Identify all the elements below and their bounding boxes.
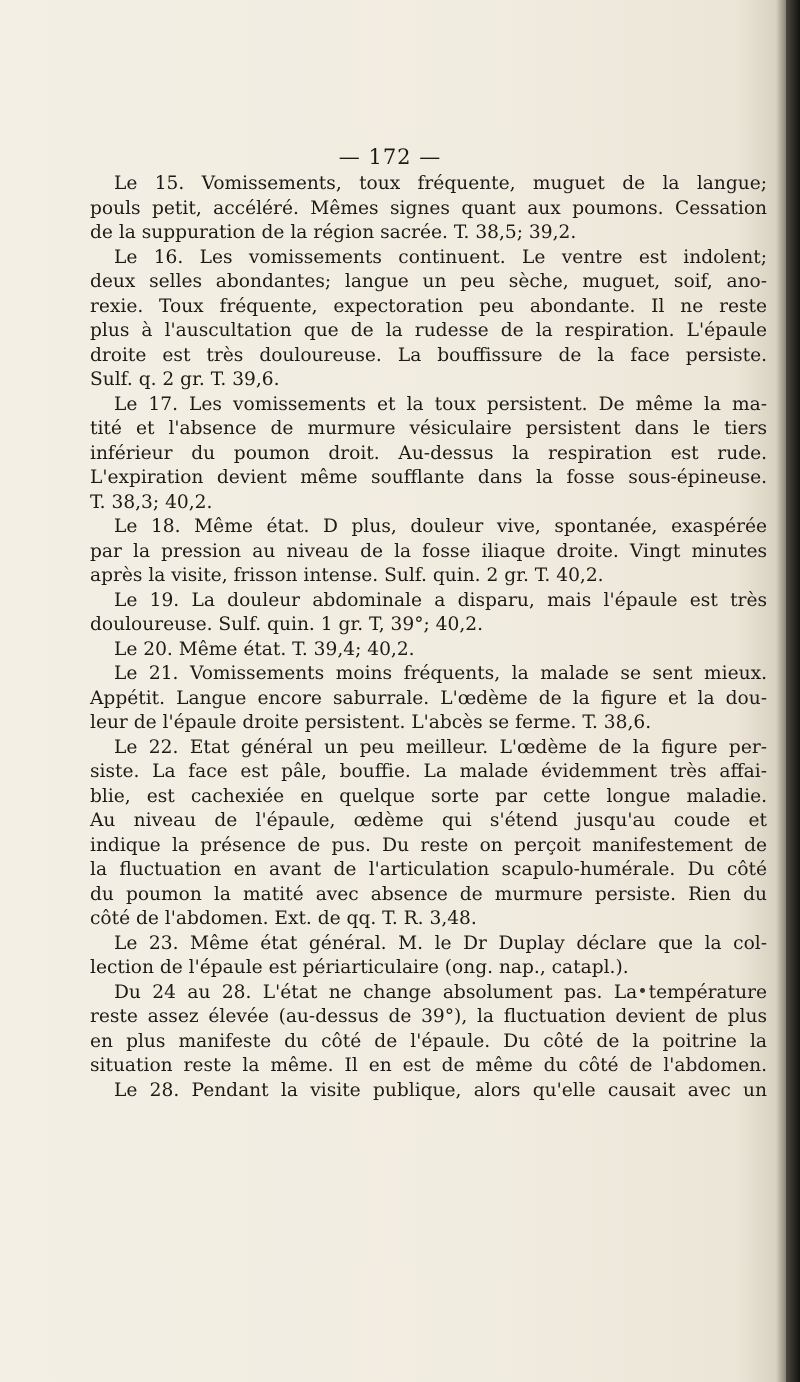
text-line: indique la présence de pus. Du reste on perçoit manifestement de bbox=[90, 834, 767, 856]
text-line: Au niveau de l'épaule, œdème qui s'étend jusqu'au coude et bbox=[90, 810, 767, 831]
text-line: Le 19. La douleur abdominale a disparu, mais l'épaule est très bbox=[114, 589, 767, 611]
text-line: du poumon la matité avec absence de murmure persiste. Rien du bbox=[90, 883, 767, 905]
text-line: inférieur du poumon droit. Au-dessus la respiration est rude. bbox=[90, 442, 767, 464]
text-line: droite est très douloureuse. La bouffissure de la face persiste. bbox=[90, 344, 767, 366]
text-line: en plus manifeste du côté de l'épaule. Du côté de la poitrine la bbox=[90, 1030, 767, 1052]
text-line: côté de l'abdomen. Ext. de qq. T. R. 3,48. bbox=[90, 908, 477, 929]
text-line: Du 24 au 28. L'état ne change absolument pas. La température bbox=[114, 981, 767, 1003]
text-line: T. 38,3; 40,2. bbox=[90, 491, 213, 513]
text-line: plus à l'auscultation que de la rudesse de la respiration. L'épaule bbox=[90, 320, 767, 341]
text-line: Le 20. Même état. T. 39,4; 40,2. bbox=[114, 638, 415, 660]
text-line: Le 17. Les vomissements et la toux persistent. De même la ma- bbox=[114, 393, 767, 415]
text-line: leur de l'épaule droite persistent. L'abcès se ferme. T. 38,6. bbox=[90, 712, 652, 733]
text-line: L'expiration devient même soufflante dans la fosse sous-épineuse. bbox=[90, 467, 767, 488]
page-edge-shadow bbox=[786, 0, 800, 1382]
text-line: siste. La face est pâle, bouffie. La malade évidemment très affai- bbox=[90, 761, 767, 782]
text-line: pouls petit, accéléré. Mêmes signes quant aux poumons. Cessation bbox=[90, 197, 767, 219]
text-line: blie, est cachexiée en quelque sorte par cette longue maladie. bbox=[90, 785, 767, 807]
text-line: douloureuse. Sulf. quin. 1 gr. T, 39°; 40,2. bbox=[90, 614, 483, 635]
text-line: la fluctuation en avant de l'articulation scapulo-humérale. Du côté bbox=[90, 859, 767, 880]
text-line: situation reste la même. Il en est de même du côté de l'abdomen. bbox=[90, 1055, 767, 1076]
text-line: après la visite, frisson intense. Sulf. quin. 2 gr. T. 40,2. bbox=[90, 565, 604, 586]
text-line: reste assez élevée (au-dessus de 39°), la fluctuation devient de plus bbox=[90, 1006, 767, 1027]
text-line: de la suppuration de la région sacrée. T. 38,5; 39,2. bbox=[90, 222, 577, 243]
text-line: Appétit. Langue encore saburrale. L'œdème de la figure et la dou- bbox=[90, 687, 767, 709]
text-line: Sulf. q. 2 gr. T. 39,6. bbox=[90, 369, 280, 390]
text-line: tité et l'absence de murmure vésiculaire persistent dans le tiers bbox=[90, 418, 767, 439]
text-line: Le 21. Vomissements moins fréquents, la malade se sent mieux. bbox=[114, 663, 767, 684]
body-text bbox=[90, 172, 767, 1103]
text-line: Le 28. Pendant la visite publique, alors qu'elle causait avec un bbox=[114, 1079, 767, 1101]
text-line: Le 23. Même état général. M. le Dr Duplay déclare que la col- bbox=[114, 932, 767, 954]
text-line: Le 22. Etat général un peu meilleur. L'œdème de la figure per- bbox=[114, 736, 767, 758]
text-line: par la pression au niveau de la fosse iliaque droite. Vingt minutes bbox=[90, 540, 767, 562]
text-line: deux selles abondantes; langue un peu sèche, muguet, soif, ano- bbox=[90, 271, 767, 292]
text-line: Le 15. Vomissements, toux fréquente, muguet de la langue; bbox=[114, 173, 767, 194]
text-line: lection de l'épaule est périarticulaire (ong. nap., catapl.). bbox=[90, 957, 629, 978]
text-line: rexie. Toux fréquente, expectoration peu abondante. Il ne reste bbox=[90, 295, 767, 317]
text-line: Le 16. Les vomissements continuent. Le ventre est indolent; bbox=[114, 246, 767, 268]
text-line: Le 18. Même état. D plus, douleur vive, spontanée, exaspérée bbox=[114, 516, 767, 537]
page-number: — 172 — bbox=[338, 145, 442, 169]
